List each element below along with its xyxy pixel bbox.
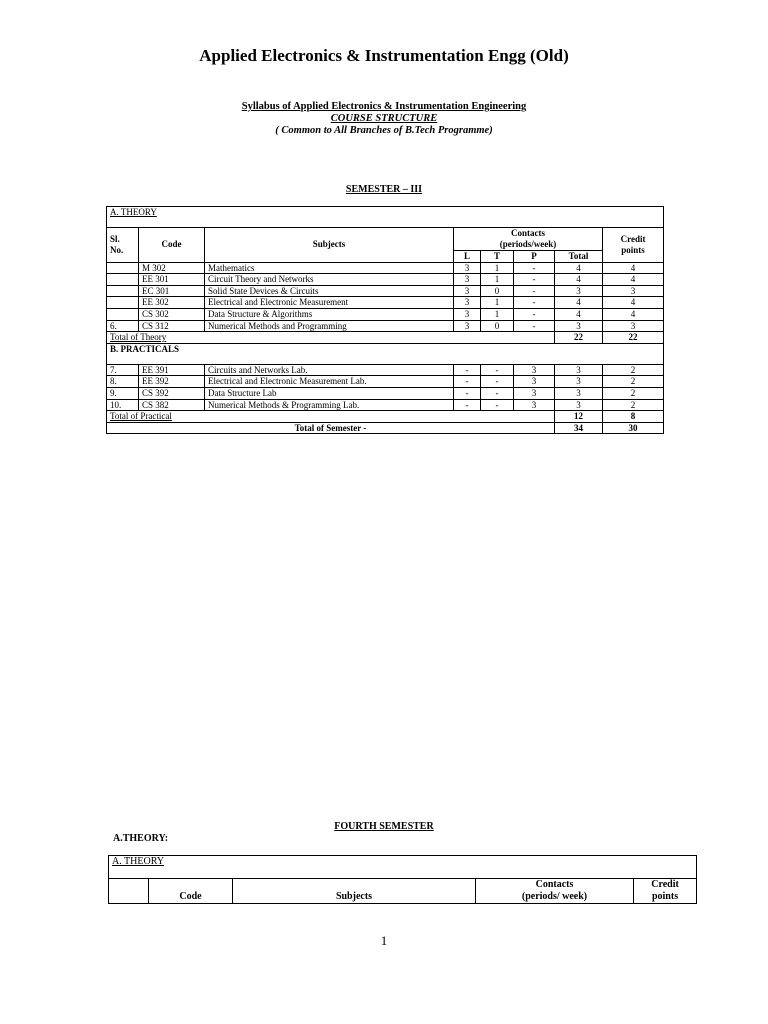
sem4-col-sl-header — [109, 879, 149, 904]
t-cell: 0 — [481, 285, 514, 297]
total-practical-row — [107, 411, 664, 423]
common-note: ( Common to All Branches of B.Tech Programme) — [275, 125, 493, 136]
col-no-text: No. — [110, 244, 124, 255]
sem4-col-periods-text: (periods/ week) — [521, 891, 588, 902]
total-theory-row — [107, 332, 664, 344]
sl-cell: 8. — [107, 376, 139, 388]
sl-cell — [107, 274, 139, 286]
col-periods-text: (periods/week) — [499, 239, 557, 249]
code-cell: EE 301 — [139, 274, 205, 286]
total-theory-label: Total of Theory — [107, 332, 555, 344]
p-cell: - — [514, 297, 555, 309]
table-row — [107, 274, 664, 286]
sem4-col-points-text: points — [651, 891, 679, 902]
code-cell: M 302 — [139, 262, 205, 274]
credit-cell: 4 — [603, 262, 664, 274]
p-cell: - — [514, 262, 555, 274]
subject-cell: Solid State Devices & Circuits — [205, 285, 454, 297]
p-cell: - — [514, 320, 555, 332]
p-cell: 3 — [514, 364, 555, 376]
total-semester-credit: 30 — [603, 422, 664, 434]
total-cell: 4 — [555, 262, 603, 274]
t-cell: 1 — [481, 308, 514, 320]
semester-3-table — [106, 206, 664, 434]
total-theory-credit: 22 — [603, 332, 664, 344]
subject-cell: Numerical Methods and Programming — [205, 320, 454, 332]
l-cell: - — [454, 364, 481, 376]
t-cell: 1 — [481, 262, 514, 274]
subject-cell: Mathematics — [205, 262, 454, 274]
code-cell: CS 392 — [139, 387, 205, 399]
credit-cell: 2 — [603, 399, 664, 411]
p-cell: 3 — [514, 376, 555, 388]
page-number: 1 — [380, 933, 388, 948]
total-practical-contacts: 12 — [555, 411, 603, 423]
col-sl-text: Sl. — [110, 233, 120, 244]
sem4-col-credit-header — [634, 879, 697, 904]
col-credit-header — [603, 228, 664, 263]
l-cell: 3 — [454, 320, 481, 332]
t-cell: - — [481, 387, 514, 399]
subject-cell: Circuits and Networks Lab. — [205, 364, 454, 376]
credit-cell: 4 — [603, 297, 664, 309]
total-cell: 4 — [555, 297, 603, 309]
total-cell: 3 — [555, 320, 603, 332]
subject-cell: Data Structure & Algorithms — [205, 308, 454, 320]
p-cell: 3 — [514, 399, 555, 411]
table-row — [107, 297, 664, 309]
credit-cell: 3 — [603, 320, 664, 332]
sem4-col-contacts-header — [476, 879, 634, 904]
credit-cell: 4 — [603, 308, 664, 320]
table-row — [107, 399, 664, 411]
document-title: Applied Electronics & Instrumentation Engg (Old) — [199, 46, 569, 65]
sem4-col-subjects-header: Subjects — [233, 879, 476, 904]
credit-cell: 2 — [603, 364, 664, 376]
table-row — [107, 387, 664, 399]
credit-cell: 2 — [603, 376, 664, 388]
course-structure-heading: COURSE STRUCTURE — [330, 113, 438, 124]
semester-3-heading: SEMESTER – III — [345, 184, 423, 195]
sl-cell — [107, 285, 139, 297]
col-l-header: L — [454, 251, 481, 263]
subject-cell: Electrical and Electronic Measurement Lab. — [205, 376, 454, 388]
col-subjects-header: Subjects — [205, 228, 454, 263]
sl-cell — [107, 308, 139, 320]
col-credit-text: Credit — [620, 233, 646, 244]
credit-cell: 4 — [603, 274, 664, 286]
code-cell: CS 312 — [139, 320, 205, 332]
subject-cell: Data Structure Lab — [205, 387, 454, 399]
total-cell: 3 — [555, 364, 603, 376]
semester-4-theory-heading: A.THEORY: — [113, 833, 169, 844]
p-cell: - — [514, 308, 555, 320]
table-row — [107, 376, 664, 388]
table-row — [107, 308, 664, 320]
total-cell: 4 — [555, 274, 603, 286]
total-cell: 3 — [555, 399, 603, 411]
t-cell: - — [481, 376, 514, 388]
total-semester-label: Total of Semester - — [107, 422, 555, 434]
table-row — [107, 285, 664, 297]
l-cell: 3 — [454, 308, 481, 320]
t-cell: 1 — [481, 297, 514, 309]
col-points-text: points — [621, 244, 645, 255]
l-cell: - — [454, 387, 481, 399]
total-theory-contacts: 22 — [555, 332, 603, 344]
p-cell: - — [514, 285, 555, 297]
total-practical-label: Total of Practical — [107, 411, 555, 423]
table-row — [107, 320, 664, 332]
credit-cell: 3 — [603, 285, 664, 297]
practicals-section-label: B. PRACTICALS — [107, 343, 664, 364]
code-cell: CS 302 — [139, 308, 205, 320]
col-total-header: Total — [555, 251, 603, 263]
code-cell: EC 301 — [139, 285, 205, 297]
sl-cell — [107, 262, 139, 274]
theory-section-label: A. THEORY — [107, 207, 664, 228]
syllabus-heading: Syllabus of Applied Electronics & Instrumentation Engineering — [241, 101, 527, 112]
sem4-col-contacts-text: Contacts — [535, 879, 574, 890]
l-cell: 3 — [454, 262, 481, 274]
total-semester-row — [107, 422, 664, 434]
table-row — [107, 364, 664, 376]
t-cell: - — [481, 399, 514, 411]
total-cell: 4 — [555, 308, 603, 320]
col-t-header: T — [481, 251, 514, 263]
t-cell: - — [481, 364, 514, 376]
semester-4-heading: FOURTH SEMESTER — [334, 821, 434, 832]
col-contacts-text: Contacts — [511, 228, 545, 238]
sem4-theory-section-label: A. THEORY — [109, 856, 697, 879]
l-cell: - — [454, 399, 481, 411]
code-cell: EE 391 — [139, 364, 205, 376]
total-cell: 3 — [555, 285, 603, 297]
total-cell: 3 — [555, 376, 603, 388]
t-cell: 0 — [481, 320, 514, 332]
t-cell: 1 — [481, 274, 514, 286]
table-row — [107, 262, 664, 274]
total-cell: 3 — [555, 387, 603, 399]
l-cell: 3 — [454, 274, 481, 286]
code-cell: EE 302 — [139, 297, 205, 309]
p-cell: 3 — [514, 387, 555, 399]
l-cell: 3 — [454, 285, 481, 297]
l-cell: - — [454, 376, 481, 388]
sl-cell: 9. — [107, 387, 139, 399]
col-p-header: P — [514, 251, 555, 263]
semester-4-table — [108, 855, 697, 904]
sl-cell: 10. — [107, 399, 139, 411]
l-cell: 3 — [454, 297, 481, 309]
sl-cell: 6. — [107, 320, 139, 332]
subject-cell: Circuit Theory and Networks — [205, 274, 454, 286]
total-semester-contacts: 34 — [555, 422, 603, 434]
col-sl-header — [107, 228, 139, 263]
col-contacts-header — [454, 228, 603, 251]
col-code-header: Code — [139, 228, 205, 263]
sem4-col-credit-text: Credit — [651, 879, 679, 890]
sl-cell — [107, 297, 139, 309]
subject-cell: Electrical and Electronic Measurement — [205, 297, 454, 309]
credit-cell: 2 — [603, 387, 664, 399]
code-cell: CS 382 — [139, 399, 205, 411]
p-cell: - — [514, 274, 555, 286]
total-practical-credit: 8 — [603, 411, 664, 423]
sl-cell: 7. — [107, 364, 139, 376]
sem4-col-code-header: Code — [149, 879, 233, 904]
subject-cell: Numerical Methods & Programming Lab. — [205, 399, 454, 411]
code-cell: EE 392 — [139, 376, 205, 388]
